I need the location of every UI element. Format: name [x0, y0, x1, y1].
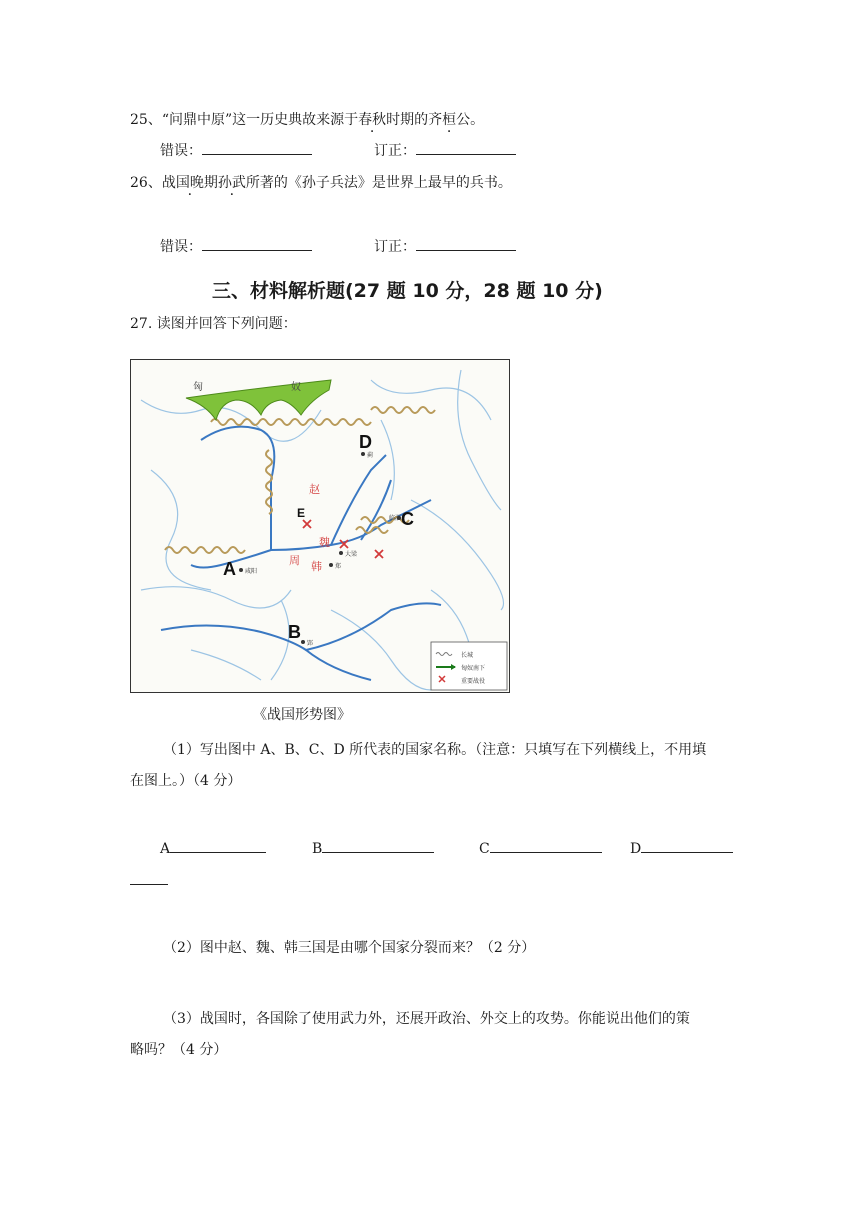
map-label-A: A [223, 559, 236, 579]
q26-correct-blank[interactable] [416, 236, 516, 251]
warring-states-map [130, 359, 510, 693]
map-label-ying: 郢 [307, 640, 314, 647]
q27-p3-line2: 略吗？（4 分） [130, 1042, 228, 1058]
answer-D-blank-cont[interactable] [130, 870, 168, 885]
map-legend [431, 642, 507, 690]
legend-xiongnu: 匈奴南下 [461, 665, 486, 672]
city-dot-ji [361, 452, 365, 456]
answer-D-continuation [130, 870, 168, 891]
map-label-zhao: 赵 [309, 483, 320, 496]
legend-battle: 重要战役 [461, 678, 486, 685]
q25-answer-row [160, 140, 312, 161]
q25-suffix: 。 [470, 112, 485, 128]
city-dot-zheng [329, 563, 333, 567]
q26-dotted-1: 战国晚期 [161, 175, 218, 191]
q26-dotted-2: 孙武 [217, 175, 246, 191]
answer-A-blank[interactable] [170, 838, 266, 853]
q26-error-blank[interactable] [202, 236, 312, 251]
answer-C-blank[interactable] [490, 838, 602, 853]
legend-wall: 长城 [461, 652, 474, 659]
xiongnu-arrows [186, 380, 331, 420]
q27-p1-line1: （1）写出图中 A、B、C、D 所代表的国家名称。（注意：只填写在下列横线上，不用填 [163, 742, 707, 758]
answer-D-blank[interactable] [641, 838, 733, 853]
q25-prefix: 25、“问鼎中原”这一历史典故来源于 [130, 112, 359, 128]
q25-correct-label: 订正： [374, 143, 416, 159]
q26-correct-label: 订正： [374, 239, 416, 255]
map-label-han: 韩 [311, 560, 322, 573]
answer-B-blank[interactable] [322, 838, 434, 853]
map-label-xiongnu-2: 奴 [291, 382, 301, 393]
answer-A [160, 838, 266, 859]
answer-C-label: C [479, 841, 490, 857]
q25-text [130, 110, 484, 130]
q25-correct-row [374, 140, 516, 161]
map-label-xianyang: 咸阳 [245, 568, 258, 575]
map-label-xiongnu-1: 匈 [193, 382, 203, 393]
answer-D [630, 838, 733, 859]
answer-D-label: D [630, 841, 642, 857]
answer-B-label: B [312, 841, 323, 857]
city-dot-ying [301, 640, 305, 644]
answer-B [312, 838, 434, 859]
q26-number: 26、 [130, 175, 162, 191]
q26-text [130, 173, 512, 193]
q27-p2: （2）图中赵、魏、韩三国是由哪个国家分裂而来？（2 分） [163, 940, 536, 956]
map-label-zhou: 周 [289, 554, 300, 567]
q25-correct-blank[interactable] [416, 140, 516, 155]
map-label-wei: 魏 [319, 536, 330, 549]
city-dot-xianyang [239, 568, 243, 572]
city-dot-daliang [339, 551, 343, 555]
q25-dotted-2: 齐桓公 [428, 112, 471, 128]
q27-p1-line2: 在图上。）（4 分） [130, 773, 242, 789]
map-caption: 《战国形势图》 [253, 707, 351, 723]
q26-answer-row [160, 236, 312, 257]
q27-p3-line1: （3）战国时，各国除了使用武力外，还展开政治、外交上的攻势。你能说出他们的策 [163, 1011, 690, 1027]
map-label-E: E [297, 506, 306, 520]
q25-middle: 时期的 [386, 112, 429, 128]
map-label-ji: 蓟 [367, 452, 374, 459]
map-label-B: B [288, 622, 301, 642]
map-label-daliang: 大梁 [345, 551, 358, 558]
q26-rest: 所著的《孙子兵法》是世界上最早的兵书。 [245, 175, 512, 191]
map-label-zheng: 郑 [335, 563, 342, 570]
q25-dotted-1: 春秋 [358, 112, 387, 128]
q27-stem: 27. 读图并回答下列问题： [130, 316, 297, 332]
answer-A-label: A [160, 841, 171, 857]
q25-error-label: 错误： [160, 143, 202, 159]
map-svg [131, 360, 509, 692]
map-label-linzi: 临淄 [389, 515, 402, 522]
q25-error-blank[interactable] [202, 140, 312, 155]
q26-error-label: 错误： [160, 239, 202, 255]
answer-C [479, 838, 602, 859]
section-3-heading: 三、材料解析题(27 题 10 分，28 题 10 分) [212, 280, 603, 302]
q26-correct-row [374, 236, 516, 257]
map-label-D: D [359, 432, 372, 452]
map-label-C: C [401, 509, 414, 529]
